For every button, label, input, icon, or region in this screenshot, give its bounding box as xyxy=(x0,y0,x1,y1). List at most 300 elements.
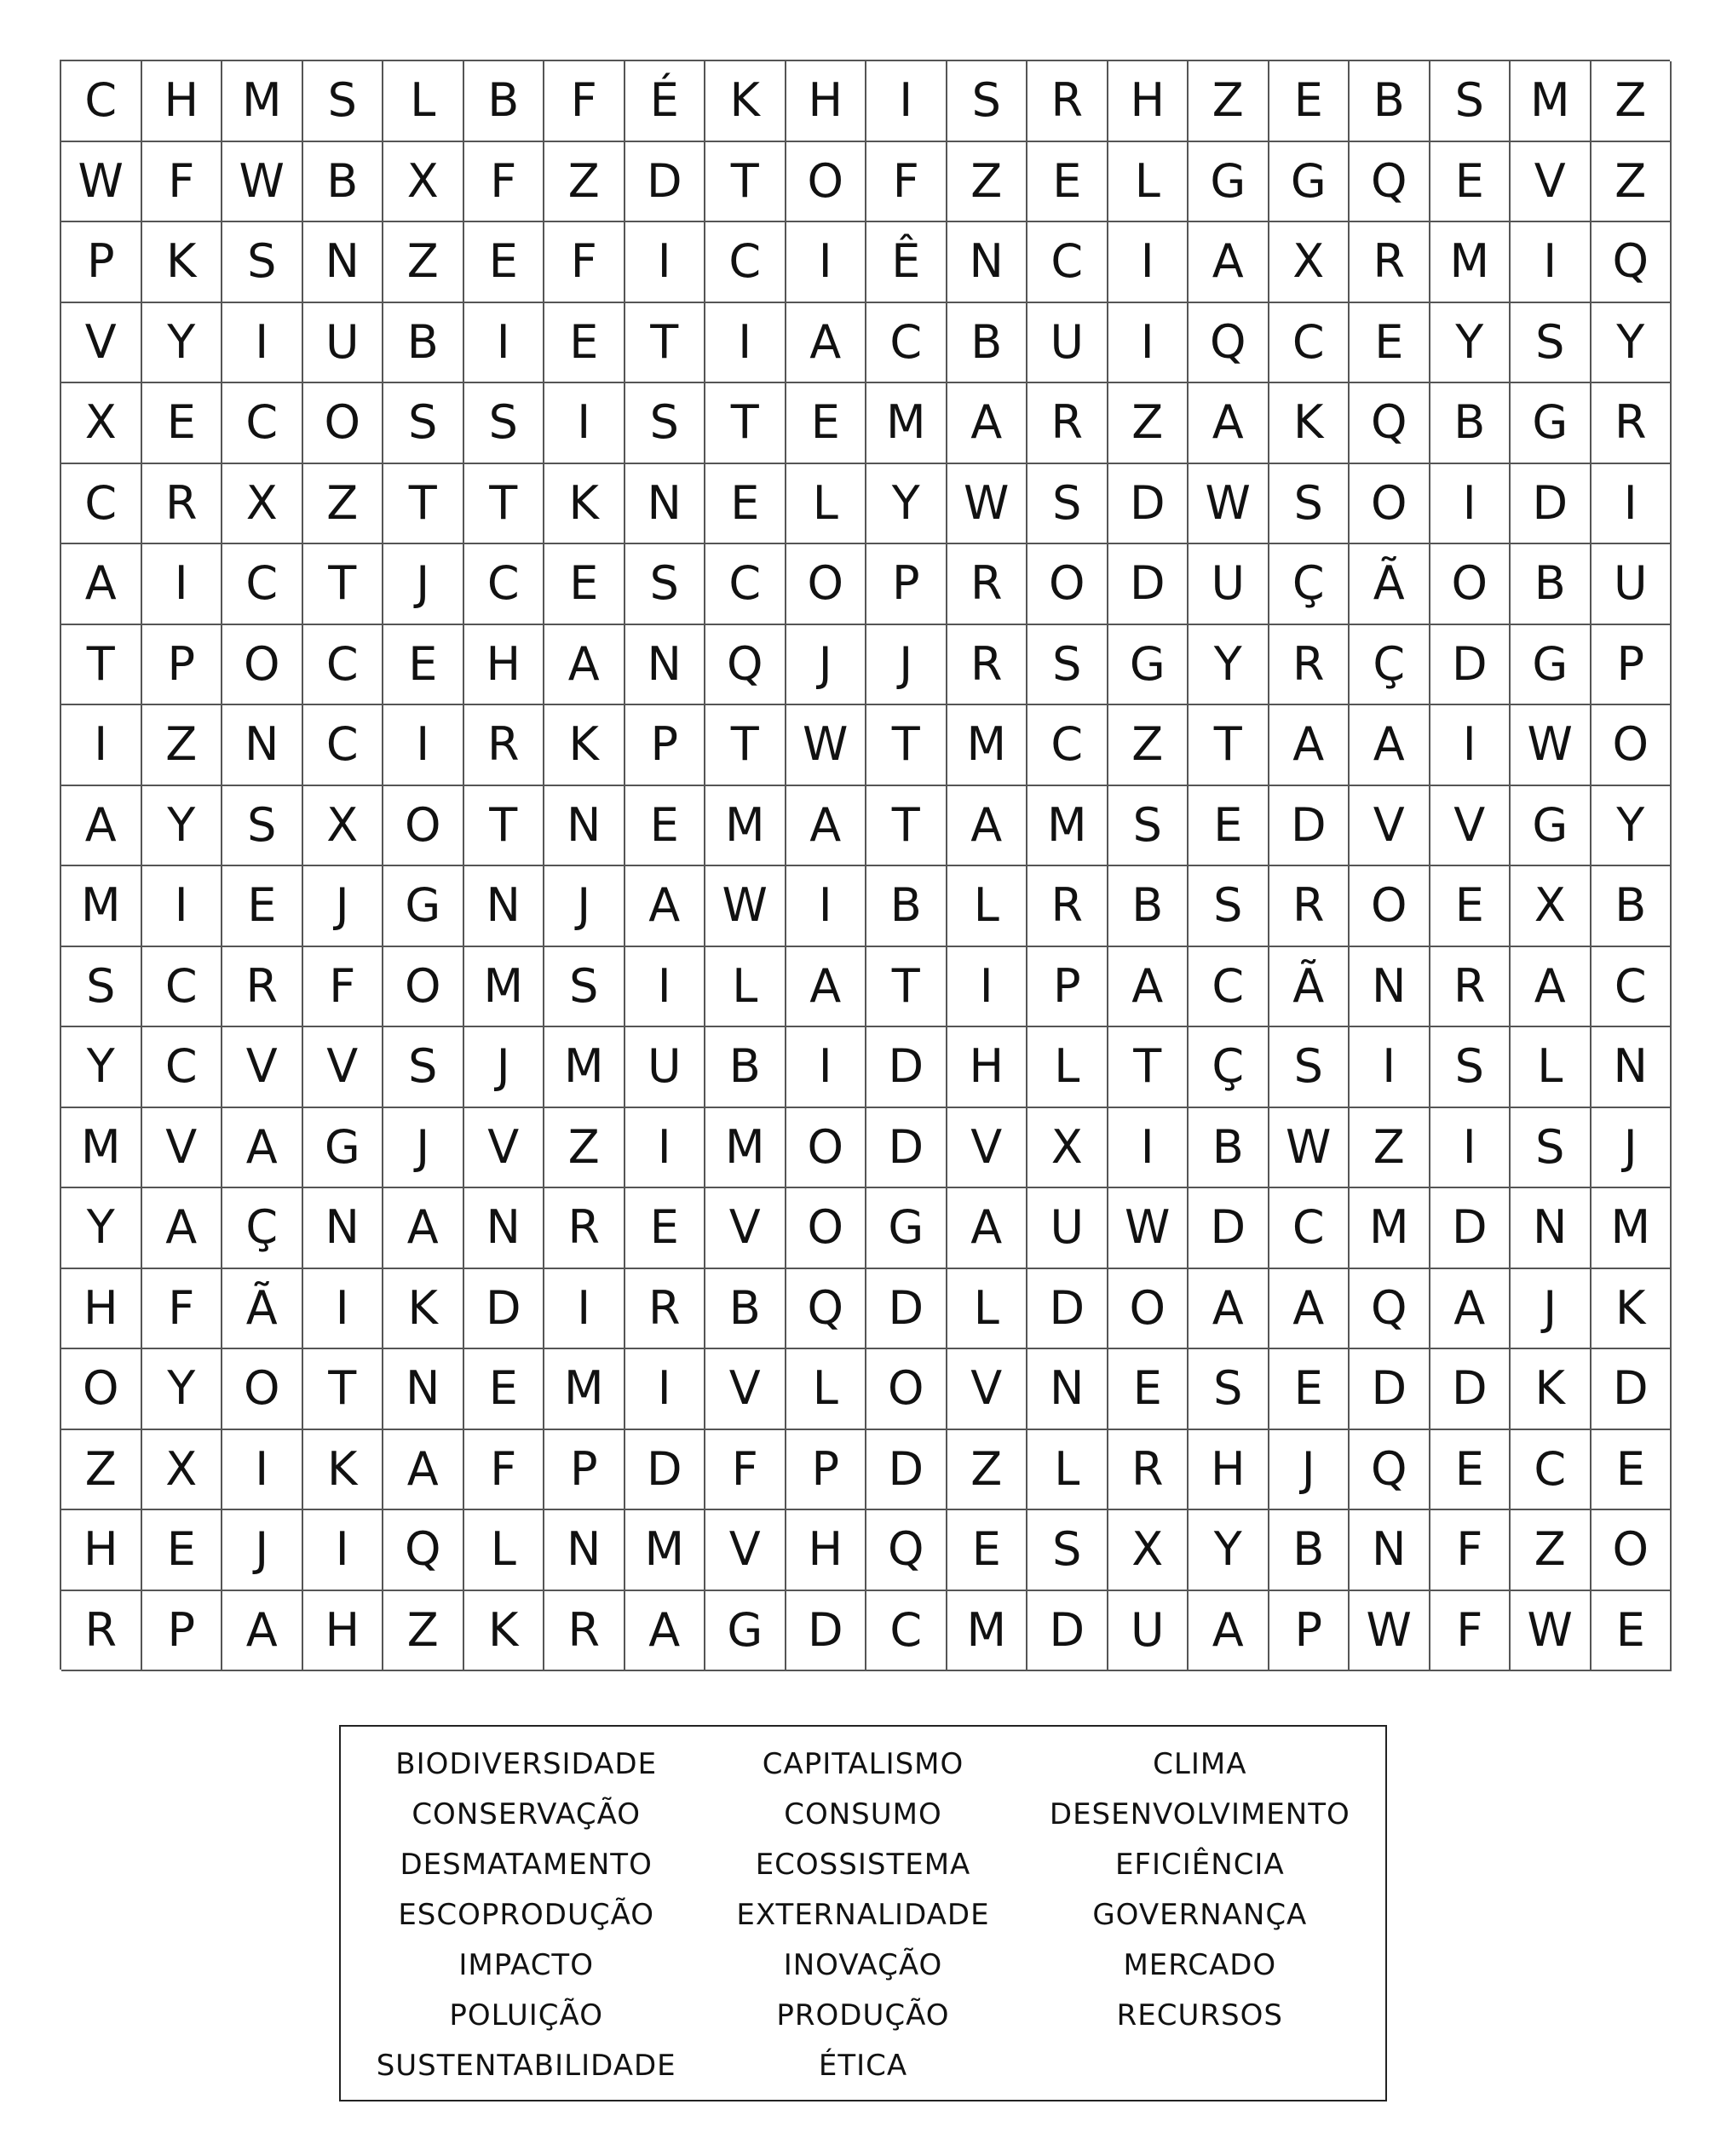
grid-cell[interactable]: B xyxy=(1108,866,1189,947)
grid-cell[interactable]: M xyxy=(947,1591,1028,1672)
grid-cell[interactable]: R xyxy=(61,1591,142,1672)
grid-cell[interactable]: F xyxy=(544,222,625,303)
grid-cell[interactable]: I xyxy=(544,1269,625,1350)
grid-cell[interactable]: U xyxy=(625,1027,706,1108)
grid-cell[interactable]: I xyxy=(786,222,867,303)
grid-cell[interactable]: B xyxy=(383,303,464,384)
grid-cell[interactable]: Q xyxy=(786,1269,867,1350)
grid-cell[interactable]: I xyxy=(1430,705,1511,786)
grid-cell[interactable]: L xyxy=(786,464,867,545)
grid-cell[interactable]: H xyxy=(1189,1430,1269,1511)
grid-cell[interactable]: A xyxy=(1108,947,1189,1028)
grid-cell[interactable]: F xyxy=(464,1430,545,1511)
grid-cell[interactable]: L xyxy=(947,1269,1028,1350)
grid-cell[interactable]: R xyxy=(947,625,1028,706)
grid-cell[interactable]: A xyxy=(1430,1269,1511,1350)
grid-cell[interactable]: Z xyxy=(544,1108,625,1189)
grid-cell[interactable]: P xyxy=(866,544,947,625)
grid-cell[interactable]: N xyxy=(464,866,545,947)
grid-cell[interactable]: O xyxy=(866,1349,947,1430)
grid-cell[interactable]: I xyxy=(142,544,223,625)
grid-cell[interactable]: A xyxy=(947,786,1028,867)
grid-cell[interactable]: R xyxy=(544,1188,625,1269)
grid-cell[interactable]: E xyxy=(625,786,706,867)
grid-cell[interactable]: S xyxy=(61,947,142,1028)
grid-cell[interactable]: Z xyxy=(1189,61,1269,142)
grid-cell[interactable]: L xyxy=(383,61,464,142)
grid-cell[interactable]: D xyxy=(1108,544,1189,625)
grid-cell[interactable]: A xyxy=(383,1430,464,1511)
grid-cell[interactable]: E xyxy=(142,1510,223,1591)
grid-cell[interactable]: V xyxy=(464,1108,545,1189)
grid-cell[interactable]: C xyxy=(142,1027,223,1108)
grid-cell[interactable]: T xyxy=(866,947,947,1028)
grid-cell[interactable]: A xyxy=(1189,1591,1269,1672)
grid-cell[interactable]: K xyxy=(544,464,625,545)
grid-cell[interactable]: B xyxy=(1511,544,1591,625)
grid-cell[interactable]: Y xyxy=(1430,303,1511,384)
grid-cell[interactable]: S xyxy=(222,786,303,867)
grid-cell[interactable]: I xyxy=(142,866,223,947)
grid-cell[interactable]: R xyxy=(222,947,303,1028)
grid-cell[interactable]: A xyxy=(61,786,142,867)
grid-cell[interactable]: Y xyxy=(1591,786,1672,867)
grid-cell[interactable]: O xyxy=(786,1108,867,1189)
grid-cell[interactable]: A xyxy=(222,1591,303,1672)
grid-cell[interactable]: I xyxy=(61,705,142,786)
grid-cell[interactable]: B xyxy=(303,142,384,223)
grid-cell[interactable]: S xyxy=(1027,464,1108,545)
grid-cell[interactable]: Y xyxy=(1591,303,1672,384)
grid-cell[interactable]: K xyxy=(464,1591,545,1672)
grid-cell[interactable]: T xyxy=(866,705,947,786)
grid-cell[interactable]: C xyxy=(1269,303,1350,384)
grid-cell[interactable]: O xyxy=(383,786,464,867)
grid-cell[interactable]: B xyxy=(705,1269,786,1350)
grid-cell[interactable]: N xyxy=(544,1510,625,1591)
grid-cell[interactable]: M xyxy=(625,1510,706,1591)
grid-cell[interactable]: J xyxy=(383,544,464,625)
grid-cell[interactable]: I xyxy=(544,383,625,464)
grid-cell[interactable]: N xyxy=(544,786,625,867)
grid-cell[interactable]: D xyxy=(1511,464,1591,545)
grid-cell[interactable]: E xyxy=(705,464,786,545)
grid-cell[interactable]: O xyxy=(1591,1510,1672,1591)
grid-cell[interactable]: R xyxy=(625,1269,706,1350)
grid-cell[interactable]: K xyxy=(383,1269,464,1350)
grid-cell[interactable]: I xyxy=(383,705,464,786)
grid-cell[interactable]: I xyxy=(1350,1027,1430,1108)
grid-cell[interactable]: C xyxy=(705,544,786,625)
grid-cell[interactable]: V xyxy=(705,1349,786,1430)
grid-cell[interactable]: Y xyxy=(142,303,223,384)
grid-cell[interactable]: D xyxy=(1027,1591,1108,1672)
grid-cell[interactable]: B xyxy=(464,61,545,142)
grid-cell[interactable]: X xyxy=(1269,222,1350,303)
grid-cell[interactable]: T xyxy=(464,464,545,545)
grid-cell[interactable]: G xyxy=(303,1108,384,1189)
grid-cell[interactable]: V xyxy=(947,1108,1028,1189)
grid-cell[interactable]: G xyxy=(1511,383,1591,464)
grid-cell[interactable]: Q xyxy=(705,625,786,706)
grid-cell[interactable]: Q xyxy=(1591,222,1672,303)
grid-cell[interactable]: Z xyxy=(1511,1510,1591,1591)
grid-cell[interactable]: S xyxy=(303,61,384,142)
grid-cell[interactable]: M xyxy=(1350,1188,1430,1269)
grid-cell[interactable]: T xyxy=(705,383,786,464)
grid-cell[interactable]: K xyxy=(1511,1349,1591,1430)
grid-cell[interactable]: D xyxy=(1430,1188,1511,1269)
grid-cell[interactable]: M xyxy=(1511,61,1591,142)
grid-cell[interactable]: L xyxy=(705,947,786,1028)
grid-cell[interactable]: V xyxy=(947,1349,1028,1430)
grid-cell[interactable]: I xyxy=(625,947,706,1028)
grid-cell[interactable]: H xyxy=(61,1269,142,1350)
grid-cell[interactable]: R xyxy=(1027,383,1108,464)
grid-cell[interactable]: K xyxy=(1591,1269,1672,1350)
grid-cell[interactable]: J xyxy=(303,866,384,947)
grid-cell[interactable]: V xyxy=(705,1510,786,1591)
grid-cell[interactable]: E xyxy=(383,625,464,706)
grid-cell[interactable]: R xyxy=(1027,61,1108,142)
grid-cell[interactable]: B xyxy=(1591,866,1672,947)
grid-cell[interactable]: J xyxy=(1269,1430,1350,1511)
grid-cell[interactable]: K xyxy=(544,705,625,786)
grid-cell[interactable]: F xyxy=(142,1269,223,1350)
grid-cell[interactable]: M xyxy=(866,383,947,464)
grid-cell[interactable]: Z xyxy=(1591,61,1672,142)
grid-cell[interactable]: Q xyxy=(1350,383,1430,464)
grid-cell[interactable]: M xyxy=(705,786,786,867)
grid-cell[interactable]: F xyxy=(1430,1510,1511,1591)
grid-cell[interactable]: V xyxy=(1350,786,1430,867)
grid-cell[interactable]: Ç xyxy=(1189,1027,1269,1108)
grid-cell[interactable]: C xyxy=(1027,705,1108,786)
grid-cell[interactable]: J xyxy=(1591,1108,1672,1189)
grid-cell[interactable]: O xyxy=(1027,544,1108,625)
grid-cell[interactable]: E xyxy=(1430,866,1511,947)
grid-cell[interactable]: E xyxy=(544,544,625,625)
grid-cell[interactable]: O xyxy=(786,1188,867,1269)
grid-cell[interactable]: A xyxy=(786,786,867,867)
grid-cell[interactable]: W xyxy=(61,142,142,223)
grid-cell[interactable]: Z xyxy=(383,1591,464,1672)
grid-cell[interactable]: H xyxy=(142,61,223,142)
grid-cell[interactable]: S xyxy=(1511,303,1591,384)
grid-cell[interactable]: D xyxy=(625,1430,706,1511)
grid-cell[interactable]: Z xyxy=(142,705,223,786)
grid-cell[interactable]: Ã xyxy=(1350,544,1430,625)
grid-cell[interactable]: B xyxy=(1430,383,1511,464)
grid-cell[interactable]: E xyxy=(625,1188,706,1269)
grid-cell[interactable]: I xyxy=(625,1108,706,1189)
grid-cell[interactable]: I xyxy=(1108,1108,1189,1189)
grid-cell[interactable]: L xyxy=(1027,1430,1108,1511)
grid-cell[interactable]: H xyxy=(61,1510,142,1591)
grid-cell[interactable]: I xyxy=(786,1027,867,1108)
grid-cell[interactable]: P xyxy=(142,1591,223,1672)
grid-cell[interactable]: O xyxy=(303,383,384,464)
grid-cell[interactable]: S xyxy=(1108,786,1189,867)
grid-cell[interactable]: C xyxy=(222,383,303,464)
grid-cell[interactable]: D xyxy=(1269,786,1350,867)
grid-cell[interactable]: J xyxy=(544,866,625,947)
grid-cell[interactable]: D xyxy=(1108,464,1189,545)
grid-cell[interactable]: S xyxy=(947,61,1028,142)
grid-cell[interactable]: I xyxy=(222,303,303,384)
grid-cell[interactable]: X xyxy=(222,464,303,545)
grid-cell[interactable]: C xyxy=(222,544,303,625)
grid-cell[interactable]: A xyxy=(1189,1269,1269,1350)
grid-cell[interactable]: V xyxy=(705,1188,786,1269)
grid-cell[interactable]: N xyxy=(1350,1510,1430,1591)
grid-cell[interactable]: S xyxy=(1511,1108,1591,1189)
grid-cell[interactable]: C xyxy=(1027,222,1108,303)
grid-cell[interactable]: C xyxy=(866,1591,947,1672)
grid-cell[interactable]: É xyxy=(625,61,706,142)
grid-cell[interactable]: E xyxy=(464,222,545,303)
grid-cell[interactable]: A xyxy=(544,625,625,706)
grid-cell[interactable]: I xyxy=(1511,222,1591,303)
grid-cell[interactable]: G xyxy=(1511,786,1591,867)
grid-cell[interactable]: I xyxy=(947,947,1028,1028)
grid-cell[interactable]: G xyxy=(1511,625,1591,706)
grid-cell[interactable]: L xyxy=(1027,1027,1108,1108)
grid-cell[interactable]: T xyxy=(303,1349,384,1430)
grid-cell[interactable]: Q xyxy=(383,1510,464,1591)
grid-cell[interactable]: M xyxy=(222,61,303,142)
grid-cell[interactable]: A xyxy=(786,303,867,384)
grid-cell[interactable]: R xyxy=(1430,947,1511,1028)
grid-cell[interactable]: Y xyxy=(142,786,223,867)
grid-cell[interactable]: S xyxy=(1027,1510,1108,1591)
grid-cell[interactable]: G xyxy=(705,1591,786,1672)
grid-cell[interactable]: X xyxy=(61,383,142,464)
grid-cell[interactable]: V xyxy=(61,303,142,384)
grid-cell[interactable]: I xyxy=(705,303,786,384)
grid-cell[interactable]: T xyxy=(61,625,142,706)
grid-cell[interactable]: E xyxy=(464,1349,545,1430)
grid-cell[interactable]: D xyxy=(1591,1349,1672,1430)
grid-cell[interactable]: F xyxy=(142,142,223,223)
grid-cell[interactable]: G xyxy=(1108,625,1189,706)
grid-cell[interactable]: H xyxy=(786,1510,867,1591)
grid-cell[interactable]: Z xyxy=(1108,383,1189,464)
grid-cell[interactable]: S xyxy=(383,1027,464,1108)
grid-cell[interactable]: A xyxy=(383,1188,464,1269)
grid-cell[interactable]: A xyxy=(1269,1269,1350,1350)
grid-cell[interactable]: F xyxy=(464,142,545,223)
grid-cell[interactable]: Z xyxy=(303,464,384,545)
grid-cell[interactable]: F xyxy=(303,947,384,1028)
grid-cell[interactable]: R xyxy=(1108,1430,1189,1511)
grid-cell[interactable]: W xyxy=(947,464,1028,545)
grid-cell[interactable]: G xyxy=(383,866,464,947)
grid-cell[interactable]: L xyxy=(1108,142,1189,223)
grid-cell[interactable]: Z xyxy=(947,142,1028,223)
grid-cell[interactable]: E xyxy=(1189,786,1269,867)
grid-cell[interactable]: F xyxy=(544,61,625,142)
grid-cell[interactable]: C xyxy=(1511,1430,1591,1511)
grid-cell[interactable]: A xyxy=(1189,222,1269,303)
grid-cell[interactable]: A xyxy=(786,947,867,1028)
grid-cell[interactable]: R xyxy=(1269,866,1350,947)
grid-cell[interactable]: E xyxy=(947,1510,1028,1591)
grid-cell[interactable]: T xyxy=(303,544,384,625)
grid-cell[interactable]: X xyxy=(303,786,384,867)
grid-cell[interactable]: L xyxy=(1511,1027,1591,1108)
grid-cell[interactable]: I xyxy=(625,222,706,303)
grid-cell[interactable]: C xyxy=(303,705,384,786)
grid-cell[interactable]: I xyxy=(1108,222,1189,303)
grid-cell[interactable]: M xyxy=(947,705,1028,786)
grid-cell[interactable]: W xyxy=(1511,705,1591,786)
grid-cell[interactable]: E xyxy=(142,383,223,464)
grid-cell[interactable]: P xyxy=(786,1430,867,1511)
grid-cell[interactable]: X xyxy=(1108,1510,1189,1591)
grid-cell[interactable]: B xyxy=(947,303,1028,384)
grid-cell[interactable]: G xyxy=(1269,142,1350,223)
grid-cell[interactable]: K xyxy=(303,1430,384,1511)
grid-cell[interactable]: Q xyxy=(866,1510,947,1591)
grid-cell[interactable]: J xyxy=(222,1510,303,1591)
grid-cell[interactable]: I xyxy=(303,1510,384,1591)
grid-cell[interactable]: B xyxy=(705,1027,786,1108)
grid-cell[interactable]: S xyxy=(625,544,706,625)
grid-cell[interactable]: N xyxy=(222,705,303,786)
grid-cell[interactable]: I xyxy=(1591,464,1672,545)
grid-cell[interactable]: Ç xyxy=(1350,625,1430,706)
grid-cell[interactable]: R xyxy=(1269,625,1350,706)
grid-cell[interactable]: C xyxy=(866,303,947,384)
grid-cell[interactable]: J xyxy=(866,625,947,706)
grid-cell[interactable]: L xyxy=(464,1510,545,1591)
grid-cell[interactable]: M xyxy=(1591,1188,1672,1269)
grid-cell[interactable]: D xyxy=(1430,625,1511,706)
grid-cell[interactable]: E xyxy=(786,383,867,464)
grid-cell[interactable]: S xyxy=(1027,625,1108,706)
grid-cell[interactable]: S xyxy=(544,947,625,1028)
grid-cell[interactable]: A xyxy=(625,1591,706,1672)
grid-cell[interactable]: J xyxy=(786,625,867,706)
grid-cell[interactable]: D xyxy=(1430,1349,1511,1430)
grid-cell[interactable]: G xyxy=(866,1188,947,1269)
grid-cell[interactable]: O xyxy=(1430,544,1511,625)
grid-cell[interactable]: E xyxy=(1591,1591,1672,1672)
grid-cell[interactable]: D xyxy=(625,142,706,223)
grid-cell[interactable]: A xyxy=(142,1188,223,1269)
grid-cell[interactable]: T xyxy=(1189,705,1269,786)
grid-cell[interactable]: O xyxy=(383,947,464,1028)
grid-cell[interactable]: O xyxy=(222,1349,303,1430)
grid-cell[interactable]: J xyxy=(464,1027,545,1108)
grid-cell[interactable]: B xyxy=(1189,1108,1269,1189)
grid-cell[interactable]: N xyxy=(1027,1349,1108,1430)
grid-cell[interactable]: B xyxy=(1350,61,1430,142)
grid-cell[interactable]: J xyxy=(1511,1269,1591,1350)
grid-cell[interactable]: R xyxy=(1591,383,1672,464)
grid-cell[interactable]: W xyxy=(1511,1591,1591,1672)
grid-cell[interactable]: V xyxy=(142,1108,223,1189)
grid-cell[interactable]: O xyxy=(1350,866,1430,947)
grid-cell[interactable]: P xyxy=(61,222,142,303)
grid-cell[interactable]: K xyxy=(705,61,786,142)
grid-cell[interactable]: A xyxy=(1350,705,1430,786)
grid-cell[interactable]: D xyxy=(866,1269,947,1350)
grid-cell[interactable]: V xyxy=(1430,786,1511,867)
grid-cell[interactable]: H xyxy=(303,1591,384,1672)
grid-cell[interactable]: T xyxy=(1108,1027,1189,1108)
grid-cell[interactable]: B xyxy=(1269,1510,1350,1591)
grid-cell[interactable]: A xyxy=(222,1108,303,1189)
grid-cell[interactable]: V xyxy=(222,1027,303,1108)
grid-cell[interactable]: N xyxy=(625,625,706,706)
grid-cell[interactable]: M xyxy=(1430,222,1511,303)
grid-cell[interactable]: I xyxy=(222,1430,303,1511)
grid-cell[interactable]: I xyxy=(1108,303,1189,384)
grid-cell[interactable]: A xyxy=(625,866,706,947)
grid-cell[interactable]: S xyxy=(1269,1027,1350,1108)
grid-cell[interactable]: D xyxy=(866,1027,947,1108)
grid-cell[interactable]: P xyxy=(1027,947,1108,1028)
grid-cell[interactable]: I xyxy=(866,61,947,142)
grid-cell[interactable]: H xyxy=(1108,61,1189,142)
grid-cell[interactable]: D xyxy=(866,1430,947,1511)
grid-cell[interactable]: C xyxy=(61,464,142,545)
grid-cell[interactable]: Z xyxy=(1108,705,1189,786)
grid-cell[interactable]: O xyxy=(1591,705,1672,786)
grid-cell[interactable]: Z xyxy=(1350,1108,1430,1189)
grid-cell[interactable]: R xyxy=(464,705,545,786)
grid-cell[interactable]: T xyxy=(383,464,464,545)
grid-cell[interactable]: U xyxy=(1027,1188,1108,1269)
grid-cell[interactable]: T xyxy=(625,303,706,384)
grid-cell[interactable]: M xyxy=(61,866,142,947)
grid-cell[interactable]: Y xyxy=(866,464,947,545)
grid-cell[interactable]: I xyxy=(786,866,867,947)
grid-cell[interactable]: S xyxy=(625,383,706,464)
grid-cell[interactable]: Y xyxy=(142,1349,223,1430)
grid-cell[interactable]: S xyxy=(222,222,303,303)
grid-cell[interactable]: M xyxy=(464,947,545,1028)
grid-cell[interactable]: A xyxy=(61,544,142,625)
grid-cell[interactable]: B xyxy=(866,866,947,947)
grid-cell[interactable]: E xyxy=(1350,303,1430,384)
grid-cell[interactable]: Ã xyxy=(222,1269,303,1350)
grid-cell[interactable]: K xyxy=(1269,383,1350,464)
grid-cell[interactable]: M xyxy=(705,1108,786,1189)
grid-cell[interactable]: D xyxy=(1350,1349,1430,1430)
grid-cell[interactable]: N xyxy=(303,1188,384,1269)
grid-cell[interactable]: T xyxy=(464,786,545,867)
grid-cell[interactable]: S xyxy=(1430,1027,1511,1108)
grid-cell[interactable]: N xyxy=(1511,1188,1591,1269)
grid-cell[interactable]: Y xyxy=(1189,625,1269,706)
grid-cell[interactable]: Ç xyxy=(222,1188,303,1269)
grid-cell[interactable]: E xyxy=(1108,1349,1189,1430)
grid-cell[interactable]: W xyxy=(1350,1591,1430,1672)
grid-cell[interactable]: C xyxy=(61,61,142,142)
grid-cell[interactable]: O xyxy=(786,142,867,223)
grid-cell[interactable]: H xyxy=(786,61,867,142)
grid-cell[interactable]: I xyxy=(1430,1108,1511,1189)
grid-cell[interactable]: W xyxy=(1189,464,1269,545)
grid-cell[interactable]: W xyxy=(1269,1108,1350,1189)
grid-cell[interactable]: O xyxy=(1350,464,1430,545)
grid-cell[interactable]: X xyxy=(383,142,464,223)
grid-cell[interactable]: A xyxy=(947,1188,1028,1269)
grid-cell[interactable]: E xyxy=(1027,142,1108,223)
